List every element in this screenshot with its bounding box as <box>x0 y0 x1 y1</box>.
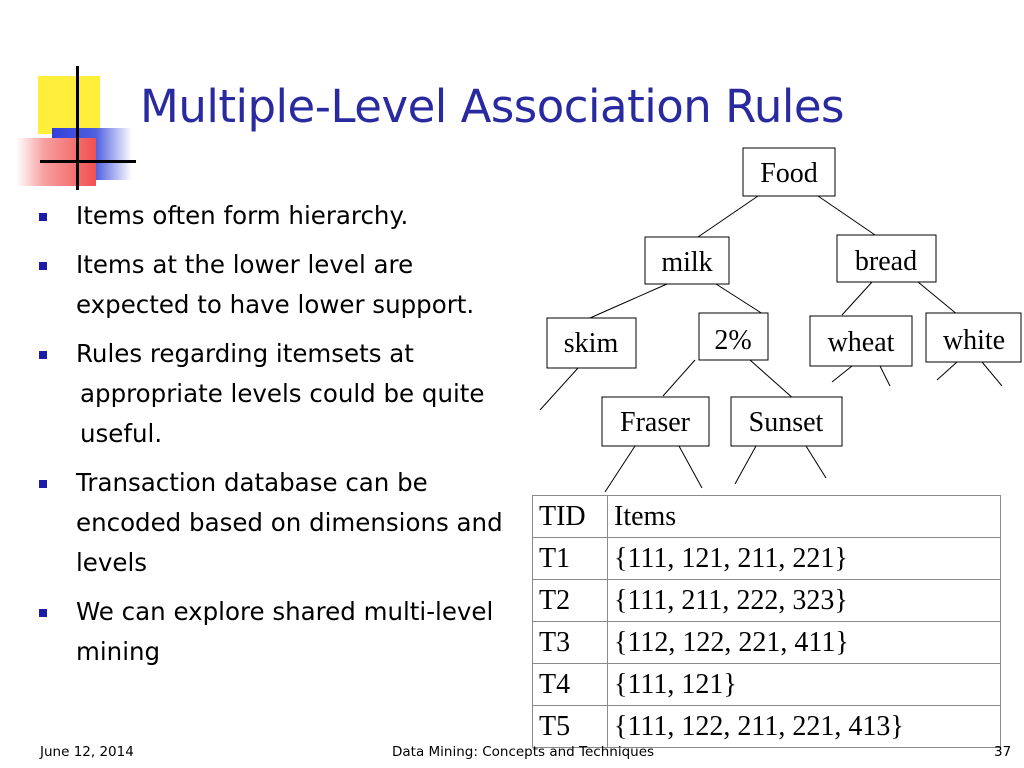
edge-sunset-right <box>806 446 826 478</box>
table-header-tid: TID <box>533 496 608 538</box>
transaction-table <box>532 495 1001 748</box>
edge-fraser-right <box>679 446 702 488</box>
node-sunset: Sunset <box>748 407 824 438</box>
edge-fraser-left <box>605 446 635 492</box>
table-cell-tid: T1 <box>533 538 608 580</box>
slide-title: Multiple-Level Association Rules <box>140 80 844 133</box>
table-row <box>533 622 1001 664</box>
edge-sunset-left <box>735 446 756 484</box>
edge-bread-white <box>918 282 958 315</box>
bullet-item: Transaction database can be encoded based on dimensions and levels <box>36 463 526 583</box>
edge-white-right <box>982 362 1002 386</box>
table-row <box>533 664 1001 706</box>
table-cell-tid: T3 <box>533 622 608 664</box>
bullet-continuation: appropriate levels could be quite useful. <box>80 379 485 448</box>
node-bread: bread <box>854 246 918 277</box>
table-cell-tid: T4 <box>533 664 608 706</box>
edge-milk-2pct <box>716 284 766 316</box>
edge-white-left <box>937 362 957 380</box>
table-row <box>533 580 1001 622</box>
edge-wheat-right <box>880 366 890 386</box>
bullet-item: We can explore shared multi-level mining <box>36 592 526 672</box>
table-cell-tid: T5 <box>533 706 608 748</box>
edge-milk-skim <box>590 284 667 318</box>
footer-page-number: 37 <box>994 744 1012 760</box>
table-cell-items: {111, 121, 211, 221} <box>608 538 1001 580</box>
table-header-row <box>533 496 1001 538</box>
node-food: Food <box>760 158 818 189</box>
node-white: white <box>942 325 1006 356</box>
table-cell-items: {111, 211, 222, 323} <box>608 580 1001 622</box>
node-wheat: wheat <box>827 327 895 358</box>
table-cell-items: {112, 122, 221, 411} <box>608 622 1001 664</box>
table-cell-items: {111, 122, 211, 221, 413} <box>608 706 1001 748</box>
table-cell-items: {111, 121} <box>608 664 1001 706</box>
table-row <box>533 706 1001 748</box>
node-milk: milk <box>661 247 713 278</box>
edge-food-milk <box>698 196 758 237</box>
edge-skim-down <box>540 368 578 410</box>
edge-food-bread <box>818 196 878 237</box>
table-header-items: Items <box>608 496 1001 538</box>
bullet-item: Items often form hierarchy. <box>36 196 526 236</box>
node-2pct: 2% <box>714 325 752 356</box>
footer-date: June 12, 2014 <box>40 744 134 760</box>
bullet-item: Rules regarding itemsets at <box>36 334 526 374</box>
edge-wheat-left <box>832 366 852 382</box>
edge-bread-wheat <box>842 282 872 315</box>
table-row <box>533 538 1001 580</box>
edge-2pct-fraser <box>663 360 695 396</box>
footer-title: Data Mining: Concepts and Techniques <box>392 744 655 760</box>
bullet-item: Items at the lower level are expected to have lower support. <box>36 245 526 325</box>
edge-2pct-sunset <box>750 360 795 400</box>
table-cell-tid: T2 <box>533 580 608 622</box>
node-skim: skim <box>563 328 619 359</box>
node-fraser: Fraser <box>620 407 690 438</box>
